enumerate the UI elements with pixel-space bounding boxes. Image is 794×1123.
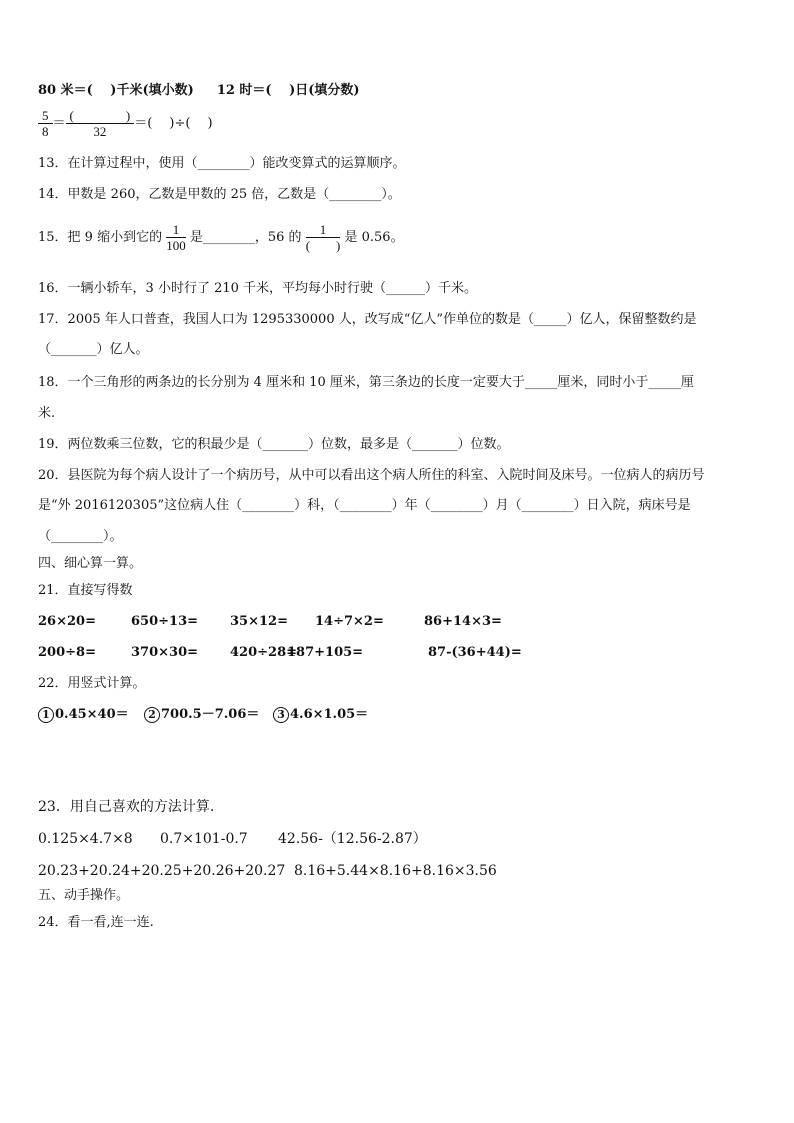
question-15: 15．把 9 缩小到它的 $\frac{1}{100}$ 是________，56 的 $\frac{1}{( )}$ 是 0.56。	[38, 222, 404, 253]
question-20-line1: 20．县医院为每个病人设计了一个病历号，从中可以看出这个病人所住的科室、入院时间及床号。一位病人的病历号	[38, 468, 705, 483]
q11-right: 12 时＝( )日(填分数)	[216, 83, 360, 98]
q22-item: 1 0.45×40＝	[38, 706, 129, 724]
question-13: 13．在计算过程中，使用（________）能改变算式的运算顺序。	[38, 156, 406, 171]
section-5-heading: 五、动手操作。	[38, 888, 130, 903]
question-20-line3: （________）。	[38, 529, 123, 544]
q23-item: 42.56-（12.56-2.87）	[278, 831, 427, 847]
question-24: 24．看一看,连一连.	[38, 915, 154, 930]
question-17-line2: （_______）亿人。	[38, 342, 149, 357]
question-12: $\frac{5}{8}$ ＝ $\frac{( )}{32}$ ＝( )÷( )	[38, 108, 213, 139]
q12-fraction: $\frac{5}{8}$	[38, 108, 53, 139]
q22-item: 2 700.5－7.06＝	[144, 706, 259, 724]
q23-item: 8.16+5.44×8.16+8.16×3.56	[294, 863, 497, 879]
question-11	[38, 82, 360, 100]
circled-number-icon: 3	[273, 707, 289, 723]
q23-item: 20.23+20.24+20.25+20.26+20.27	[38, 863, 286, 879]
q11-left: 80 米＝( )千米(填小数)	[38, 83, 194, 98]
q12-tail: ＝( )÷( )	[134, 116, 213, 131]
circled-number-icon: 1	[38, 707, 54, 723]
question-17-line1: 17．2005 年人口普查，我国人口为 1295330000 人，改写成“亿人”作单位的数是（_____）亿人，保留整数约是	[38, 312, 697, 327]
q23-item: 0.7×101-0.7	[160, 831, 248, 847]
q21-item: 650÷13=	[131, 614, 199, 629]
q21-item: 87-(36+44)=	[428, 645, 522, 660]
question-19: 19．两位数乘三位数，它的积最少是（_______）位数，最多是（_______）位数。	[38, 437, 510, 452]
q23-item: 0.125×4.7×8	[38, 831, 133, 847]
q21-item: 370×30=	[131, 645, 199, 660]
question-21-title: 21．直接写得数	[38, 583, 133, 598]
q21-item: 35×12=	[230, 614, 288, 629]
question-20-line2: 是“外 2016120305”这位病人住（________）科，（________）年（________）月（________）日入院，病床号是	[38, 498, 691, 513]
question-23-title: 23．用自己喜欢的方法计算.	[38, 799, 215, 815]
question-14: 14．甲数是 260，乙数是甲数的 25 倍，乙数是（________）。	[38, 187, 401, 202]
q21-item: 420÷28=	[230, 645, 298, 660]
question-18-line2: 米.	[38, 406, 56, 421]
question-22-title: 22．用竖式计算。	[38, 676, 146, 691]
q21-item: 26×20=	[38, 614, 96, 629]
question-16: 16．一辆小轿车，3 小时行了 210 千米，平均每小时行驶（______）千米。	[38, 281, 478, 296]
q12-mid-fraction: $\frac{( )}{32}$	[66, 108, 135, 139]
question-18-line1: 18．一个三角形的两条边的长分别为 4 厘米和 10 厘米，第三条边的长度一定要大于_____厘米，同时小于_____厘	[38, 375, 694, 390]
q21-item: 187+105=	[287, 645, 364, 660]
q15-fraction-2: $\frac{1}{( )}$	[305, 222, 341, 253]
circled-number-icon: 2	[144, 707, 160, 723]
q15-fraction-1: $\frac{1}{100}$	[166, 222, 186, 253]
q21-item: 200÷8=	[38, 645, 96, 660]
q22-item: 3 4.6×1.05＝	[273, 706, 368, 724]
q21-item: 86+14×3=	[424, 614, 502, 629]
section-4-heading: 四、细心算一算。	[38, 556, 143, 571]
q21-item: 14÷7×2=	[315, 614, 384, 629]
